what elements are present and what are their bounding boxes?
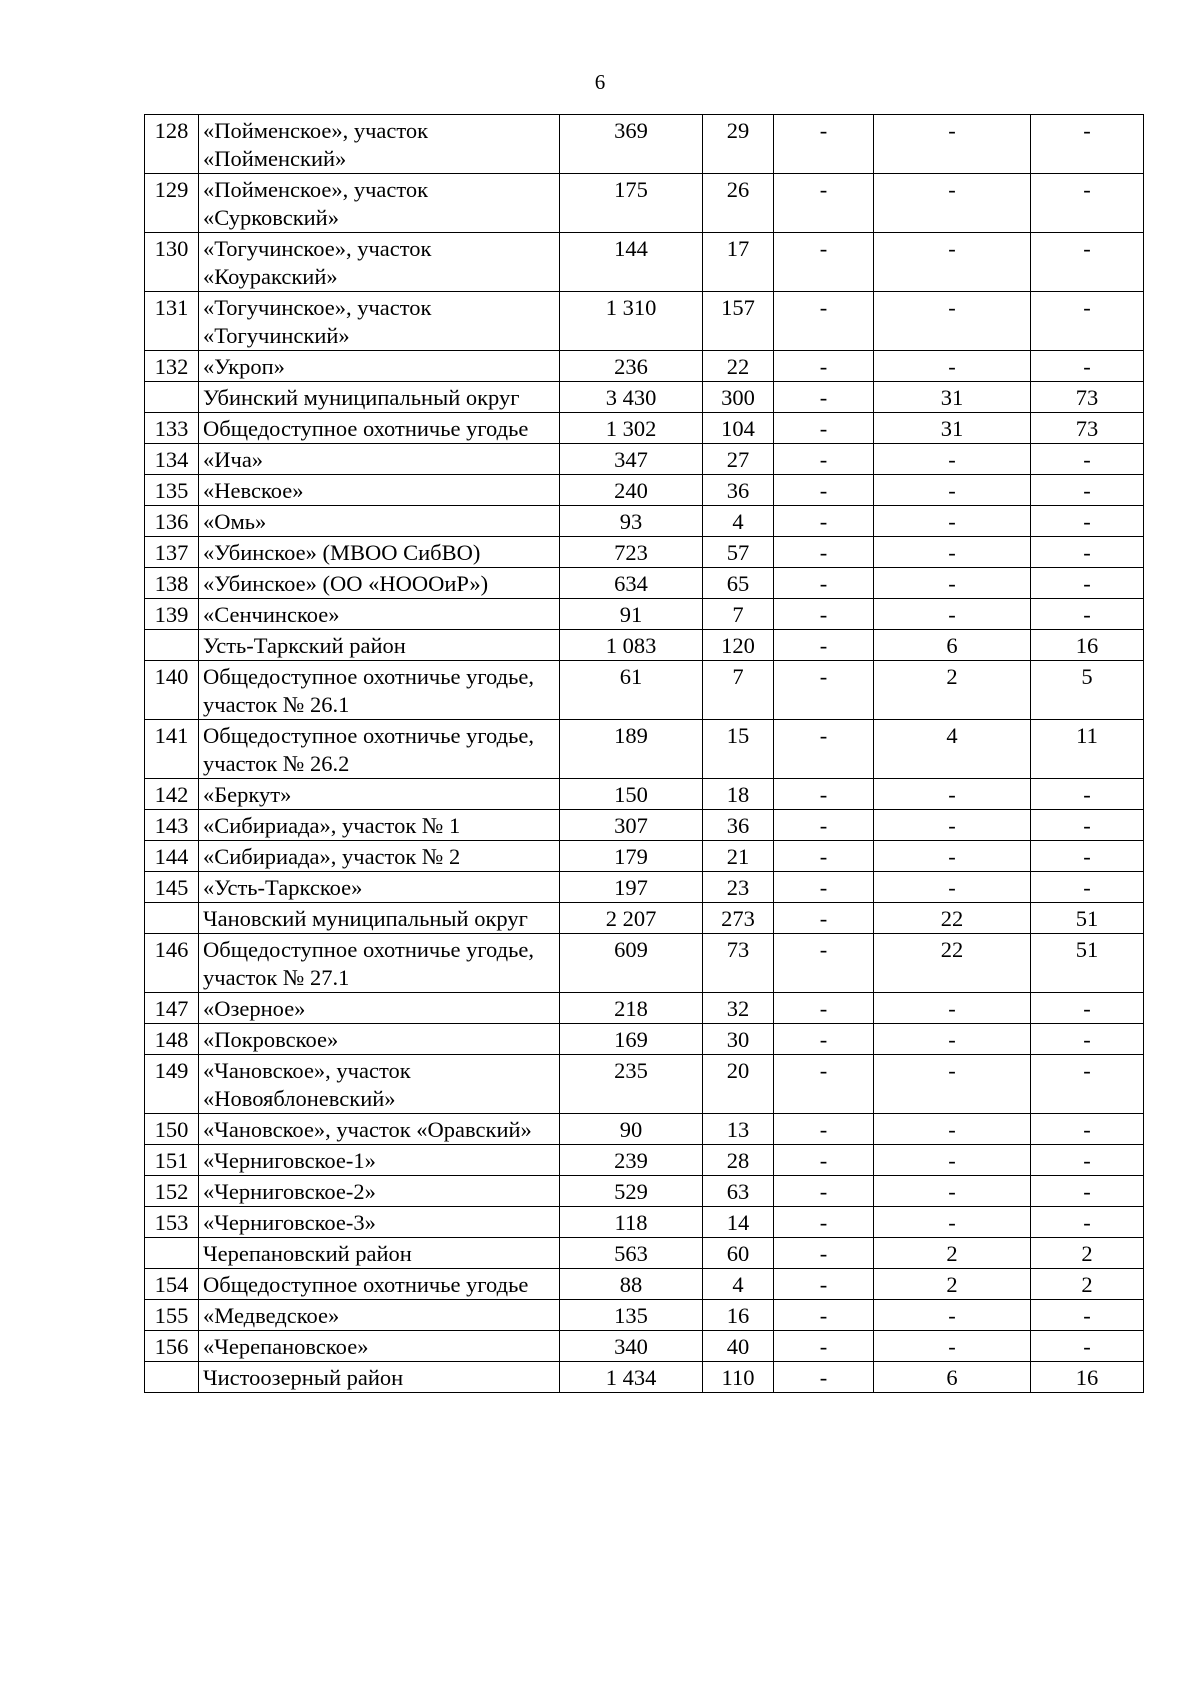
value-1-cell: 144	[560, 233, 703, 292]
table-row	[145, 872, 1144, 903]
table-row	[145, 413, 1144, 444]
value-2-cell: 63	[703, 1176, 774, 1207]
value-2-cell: 57	[703, 537, 774, 568]
value-4-cell: -	[874, 1331, 1031, 1362]
value-4-cell: 2	[874, 661, 1031, 720]
value-2-cell: 300	[703, 382, 774, 413]
value-5-cell: -	[1031, 233, 1144, 292]
value-5-cell: -	[1031, 872, 1144, 903]
value-2-cell: 29	[703, 115, 774, 174]
value-2-cell: 14	[703, 1207, 774, 1238]
value-2-cell: 36	[703, 810, 774, 841]
value-1-cell: 179	[560, 841, 703, 872]
table-row	[145, 1145, 1144, 1176]
table-row	[145, 444, 1144, 475]
table-row	[145, 475, 1144, 506]
value-1-cell: 90	[560, 1114, 703, 1145]
ground-name-cell: «Черниговское-3»	[199, 1207, 560, 1238]
value-2-cell: 4	[703, 506, 774, 537]
row-number-cell: 152	[145, 1176, 199, 1207]
table-row	[145, 661, 1144, 720]
value-2-cell: 28	[703, 1145, 774, 1176]
value-3-cell: -	[774, 1207, 874, 1238]
ground-name-cell: «Сибириада», участок № 2	[199, 841, 560, 872]
value-1-cell: 175	[560, 174, 703, 233]
value-3-cell: -	[774, 1331, 874, 1362]
value-4-cell: -	[874, 872, 1031, 903]
value-2-cell: 15	[703, 720, 774, 779]
ground-name-cell: Общедоступное охотничье угодье, участок № 26.2	[199, 720, 560, 779]
value-5-cell: -	[1031, 810, 1144, 841]
table-row	[145, 1269, 1144, 1300]
row-number-cell: 142	[145, 779, 199, 810]
value-1-cell: 91	[560, 599, 703, 630]
value-1-cell: 1 083	[560, 630, 703, 661]
value-4-cell: -	[874, 1176, 1031, 1207]
table-row	[145, 1024, 1144, 1055]
value-3-cell: -	[774, 1269, 874, 1300]
row-number-cell: 154	[145, 1269, 199, 1300]
row-number-cell: 141	[145, 720, 199, 779]
value-5-cell: -	[1031, 1024, 1144, 1055]
value-1-cell: 218	[560, 993, 703, 1024]
value-5-cell: 73	[1031, 413, 1144, 444]
value-2-cell: 27	[703, 444, 774, 475]
ground-name-cell: «Озерное»	[199, 993, 560, 1024]
ground-name-cell: Усть-Таркский район	[199, 630, 560, 661]
row-number-cell	[145, 1238, 199, 1269]
value-3-cell: -	[774, 506, 874, 537]
value-4-cell: -	[874, 1300, 1031, 1331]
district-summary-row	[145, 630, 1144, 661]
row-number-cell: 138	[145, 568, 199, 599]
row-number-cell	[145, 382, 199, 413]
value-4-cell: -	[874, 993, 1031, 1024]
ground-name-cell: Черепановский район	[199, 1238, 560, 1269]
row-number-cell: 133	[145, 413, 199, 444]
ground-name-cell: «Черниговское-1»	[199, 1145, 560, 1176]
value-3-cell: -	[774, 872, 874, 903]
value-3-cell: -	[774, 1114, 874, 1145]
table-row	[145, 1114, 1144, 1145]
table-row	[145, 292, 1144, 351]
value-4-cell: -	[874, 475, 1031, 506]
table-row	[145, 1300, 1144, 1331]
row-number-cell	[145, 1362, 199, 1393]
value-2-cell: 17	[703, 233, 774, 292]
value-1-cell: 609	[560, 934, 703, 993]
row-number-cell: 128	[145, 115, 199, 174]
value-5-cell: -	[1031, 537, 1144, 568]
value-4-cell: 22	[874, 934, 1031, 993]
row-number-cell: 144	[145, 841, 199, 872]
value-1-cell: 150	[560, 779, 703, 810]
value-4-cell: -	[874, 233, 1031, 292]
value-5-cell: -	[1031, 568, 1144, 599]
value-1-cell: 236	[560, 351, 703, 382]
value-1-cell: 347	[560, 444, 703, 475]
table-row	[145, 233, 1144, 292]
table-row	[145, 779, 1144, 810]
value-2-cell: 30	[703, 1024, 774, 1055]
ground-name-cell: Общедоступное охотничье угодье	[199, 1269, 560, 1300]
value-5-cell: -	[1031, 779, 1144, 810]
value-4-cell: -	[874, 1145, 1031, 1176]
value-4-cell: -	[874, 841, 1031, 872]
value-1-cell: 61	[560, 661, 703, 720]
value-3-cell: -	[774, 292, 874, 351]
value-5-cell: 2	[1031, 1269, 1144, 1300]
value-5-cell: -	[1031, 1331, 1144, 1362]
ground-name-cell: Чановский муниципальный округ	[199, 903, 560, 934]
value-3-cell: -	[774, 1362, 874, 1393]
table-row	[145, 1207, 1144, 1238]
ground-name-cell: «Черепановское»	[199, 1331, 560, 1362]
row-number-cell: 153	[145, 1207, 199, 1238]
value-5-cell: 16	[1031, 1362, 1144, 1393]
ground-name-cell: «Омь»	[199, 506, 560, 537]
ground-name-cell: Общедоступное охотничье угодье, участок № 26.1	[199, 661, 560, 720]
ground-name-cell: «Покровское»	[199, 1024, 560, 1055]
value-3-cell: -	[774, 568, 874, 599]
value-5-cell: 73	[1031, 382, 1144, 413]
value-3-cell: -	[774, 382, 874, 413]
value-5-cell: 5	[1031, 661, 1144, 720]
value-4-cell: -	[874, 351, 1031, 382]
value-1-cell: 1 434	[560, 1362, 703, 1393]
value-5-cell: -	[1031, 1114, 1144, 1145]
table-row	[145, 506, 1144, 537]
value-1-cell: 2 207	[560, 903, 703, 934]
value-1-cell: 307	[560, 810, 703, 841]
ground-name-cell: «Медведское»	[199, 1300, 560, 1331]
value-2-cell: 26	[703, 174, 774, 233]
row-number-cell: 145	[145, 872, 199, 903]
value-3-cell: -	[774, 413, 874, 444]
row-number-cell: 147	[145, 993, 199, 1024]
table-row	[145, 568, 1144, 599]
value-2-cell: 273	[703, 903, 774, 934]
table-row	[145, 1176, 1144, 1207]
row-number-cell: 150	[145, 1114, 199, 1145]
ground-name-cell: «Сенчинское»	[199, 599, 560, 630]
value-1-cell: 529	[560, 1176, 703, 1207]
value-1-cell: 340	[560, 1331, 703, 1362]
value-5-cell: 11	[1031, 720, 1144, 779]
row-number-cell: 137	[145, 537, 199, 568]
value-5-cell: -	[1031, 115, 1144, 174]
ground-name-cell: «Укроп»	[199, 351, 560, 382]
value-5-cell: -	[1031, 475, 1144, 506]
value-4-cell: 2	[874, 1238, 1031, 1269]
table-row	[145, 810, 1144, 841]
value-5-cell: -	[1031, 1300, 1144, 1331]
value-3-cell: -	[774, 1145, 874, 1176]
ground-name-cell: Убинский муниципальный округ	[199, 382, 560, 413]
value-2-cell: 73	[703, 934, 774, 993]
table-body	[145, 115, 1144, 1393]
table-row	[145, 599, 1144, 630]
value-1-cell: 634	[560, 568, 703, 599]
value-4-cell: -	[874, 779, 1031, 810]
value-3-cell: -	[774, 475, 874, 506]
table-row	[145, 537, 1144, 568]
value-2-cell: 4	[703, 1269, 774, 1300]
ground-name-cell: «Тогучинское», участок «Коуракский»	[199, 233, 560, 292]
district-summary-row	[145, 1238, 1144, 1269]
value-4-cell: -	[874, 1114, 1031, 1145]
value-4-cell: -	[874, 444, 1031, 475]
ground-name-cell: «Пойменское», участок «Пойменский»	[199, 115, 560, 174]
value-3-cell: -	[774, 661, 874, 720]
ground-name-cell: «Невское»	[199, 475, 560, 506]
value-4-cell: 4	[874, 720, 1031, 779]
value-3-cell: -	[774, 993, 874, 1024]
value-4-cell: -	[874, 115, 1031, 174]
value-1-cell: 1 310	[560, 292, 703, 351]
table-row	[145, 720, 1144, 779]
value-2-cell: 60	[703, 1238, 774, 1269]
ground-name-cell: Общедоступное охотничье угодье	[199, 413, 560, 444]
value-3-cell: -	[774, 1176, 874, 1207]
value-5-cell: -	[1031, 1207, 1144, 1238]
value-1-cell: 723	[560, 537, 703, 568]
value-4-cell: -	[874, 292, 1031, 351]
table-row	[145, 841, 1144, 872]
ground-name-cell: «Черниговское-2»	[199, 1176, 560, 1207]
row-number-cell: 149	[145, 1055, 199, 1114]
value-5-cell: -	[1031, 174, 1144, 233]
value-3-cell: -	[774, 115, 874, 174]
row-number-cell	[145, 630, 199, 661]
value-3-cell: -	[774, 1024, 874, 1055]
value-1-cell: 88	[560, 1269, 703, 1300]
row-number-cell: 129	[145, 174, 199, 233]
row-number-cell: 131	[145, 292, 199, 351]
value-2-cell: 104	[703, 413, 774, 444]
value-5-cell: -	[1031, 292, 1144, 351]
value-3-cell: -	[774, 444, 874, 475]
row-number-cell: 148	[145, 1024, 199, 1055]
ground-name-cell: «Сибириада», участок № 1	[199, 810, 560, 841]
row-number-cell: 130	[145, 233, 199, 292]
value-4-cell: -	[874, 506, 1031, 537]
value-4-cell: -	[874, 599, 1031, 630]
value-3-cell: -	[774, 903, 874, 934]
row-number-cell: 143	[145, 810, 199, 841]
value-5-cell: -	[1031, 1055, 1144, 1114]
value-5-cell: 16	[1031, 630, 1144, 661]
value-2-cell: 23	[703, 872, 774, 903]
value-2-cell: 157	[703, 292, 774, 351]
value-4-cell: 6	[874, 1362, 1031, 1393]
value-3-cell: -	[774, 233, 874, 292]
value-1-cell: 169	[560, 1024, 703, 1055]
value-1-cell: 235	[560, 1055, 703, 1114]
value-5-cell: -	[1031, 351, 1144, 382]
row-number-cell: 135	[145, 475, 199, 506]
value-1-cell: 93	[560, 506, 703, 537]
value-3-cell: -	[774, 174, 874, 233]
value-1-cell: 3 430	[560, 382, 703, 413]
district-summary-row	[145, 903, 1144, 934]
row-number-cell: 136	[145, 506, 199, 537]
value-4-cell: 6	[874, 630, 1031, 661]
row-number-cell: 156	[145, 1331, 199, 1362]
row-number-cell: 134	[145, 444, 199, 475]
row-number-cell: 151	[145, 1145, 199, 1176]
value-1-cell: 240	[560, 475, 703, 506]
value-2-cell: 120	[703, 630, 774, 661]
ground-name-cell: «Тогучинское», участок «Тогучинский»	[199, 292, 560, 351]
value-4-cell: -	[874, 568, 1031, 599]
value-4-cell: -	[874, 1055, 1031, 1114]
value-4-cell: 2	[874, 1269, 1031, 1300]
value-2-cell: 110	[703, 1362, 774, 1393]
value-2-cell: 7	[703, 599, 774, 630]
value-4-cell: 22	[874, 903, 1031, 934]
value-2-cell: 20	[703, 1055, 774, 1114]
table-row	[145, 351, 1144, 382]
table-row	[145, 1055, 1144, 1114]
value-3-cell: -	[774, 1300, 874, 1331]
value-3-cell: -	[774, 351, 874, 382]
value-1-cell: 118	[560, 1207, 703, 1238]
ground-name-cell: Общедоступное охотничье угодье, участок № 27.1	[199, 934, 560, 993]
ground-name-cell: «Беркут»	[199, 779, 560, 810]
value-1-cell: 369	[560, 115, 703, 174]
table-row	[145, 115, 1144, 174]
row-number-cell	[145, 903, 199, 934]
value-4-cell: -	[874, 537, 1031, 568]
value-2-cell: 7	[703, 661, 774, 720]
value-4-cell: -	[874, 810, 1031, 841]
value-4-cell: 31	[874, 382, 1031, 413]
table-row	[145, 174, 1144, 233]
ground-name-cell: Чистоозерный район	[199, 1362, 560, 1393]
value-3-cell: -	[774, 630, 874, 661]
ground-name-cell: «Ича»	[199, 444, 560, 475]
value-4-cell: -	[874, 174, 1031, 233]
value-5-cell: -	[1031, 506, 1144, 537]
value-5-cell: 51	[1031, 934, 1144, 993]
value-3-cell: -	[774, 841, 874, 872]
value-1-cell: 239	[560, 1145, 703, 1176]
hunting-grounds-table	[144, 114, 1144, 1393]
page-number: 6	[594, 70, 606, 94]
value-1-cell: 563	[560, 1238, 703, 1269]
value-2-cell: 40	[703, 1331, 774, 1362]
value-3-cell: -	[774, 1238, 874, 1269]
value-2-cell: 16	[703, 1300, 774, 1331]
value-3-cell: -	[774, 720, 874, 779]
value-2-cell: 22	[703, 351, 774, 382]
value-3-cell: -	[774, 1055, 874, 1114]
ground-name-cell: «Пойменское», участок «Сурковский»	[199, 174, 560, 233]
district-summary-row	[145, 1362, 1144, 1393]
value-3-cell: -	[774, 599, 874, 630]
ground-name-cell: «Убинское» (ОО «НОООиР»)	[199, 568, 560, 599]
ground-name-cell: «Убинское» (МВОО СибВО)	[199, 537, 560, 568]
value-2-cell: 65	[703, 568, 774, 599]
value-5-cell: -	[1031, 993, 1144, 1024]
table-row	[145, 993, 1144, 1024]
row-number-cell: 155	[145, 1300, 199, 1331]
value-3-cell: -	[774, 934, 874, 993]
table-row	[145, 1331, 1144, 1362]
value-5-cell: -	[1031, 444, 1144, 475]
ground-name-cell: «Чановское», участок «Новояблоневский»	[199, 1055, 560, 1114]
row-number-cell: 146	[145, 934, 199, 993]
ground-name-cell: «Усть-Таркское»	[199, 872, 560, 903]
row-number-cell: 140	[145, 661, 199, 720]
value-1-cell: 189	[560, 720, 703, 779]
value-5-cell: 51	[1031, 903, 1144, 934]
value-2-cell: 21	[703, 841, 774, 872]
value-2-cell: 32	[703, 993, 774, 1024]
row-number-cell: 132	[145, 351, 199, 382]
value-1-cell: 1 302	[560, 413, 703, 444]
value-1-cell: 197	[560, 872, 703, 903]
value-5-cell: -	[1031, 841, 1144, 872]
value-1-cell: 135	[560, 1300, 703, 1331]
value-3-cell: -	[774, 810, 874, 841]
value-5-cell: 2	[1031, 1238, 1144, 1269]
value-2-cell: 13	[703, 1114, 774, 1145]
value-2-cell: 36	[703, 475, 774, 506]
ground-name-cell: «Чановское», участок «Оравский»	[199, 1114, 560, 1145]
district-summary-row	[145, 382, 1144, 413]
value-4-cell: -	[874, 1024, 1031, 1055]
value-5-cell: -	[1031, 1145, 1144, 1176]
value-2-cell: 18	[703, 779, 774, 810]
value-4-cell: -	[874, 1207, 1031, 1238]
value-3-cell: -	[774, 779, 874, 810]
value-5-cell: -	[1031, 599, 1144, 630]
value-3-cell: -	[774, 537, 874, 568]
value-4-cell: 31	[874, 413, 1031, 444]
row-number-cell: 139	[145, 599, 199, 630]
table-row	[145, 934, 1144, 993]
value-5-cell: -	[1031, 1176, 1144, 1207]
